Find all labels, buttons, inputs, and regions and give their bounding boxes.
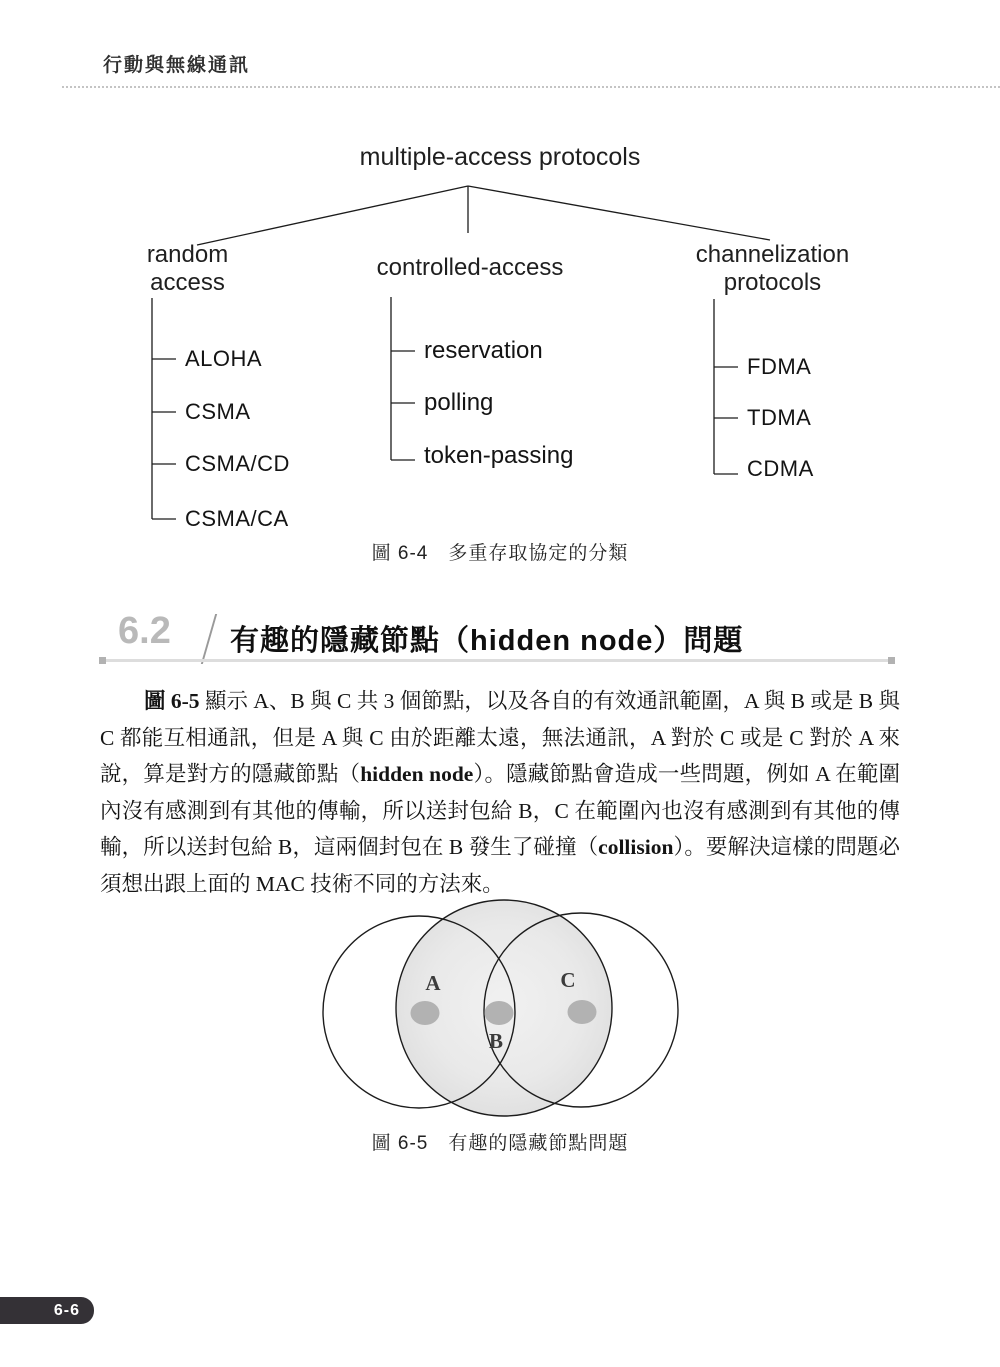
section-underline-left-dot — [99, 657, 106, 664]
paragraph-text: ）。要解決這樣的問題必須想出跟上面的 MAC 技術不同的方法來。 — [100, 835, 900, 896]
tree-item-polling: polling — [424, 389, 494, 416]
tree-root-right-line — [468, 186, 770, 240]
figure-6-4-caption: 圖 6-4 多重存取協定的分類 — [371, 543, 629, 564]
tree-item-csma-cd: CSMA/CD — [185, 451, 290, 476]
section-underline-right-dot — [888, 657, 895, 664]
node-dot-a — [411, 1001, 440, 1025]
figure-6-5-caption: 圖 6-5 有趣的隱藏節點問題 — [371, 1133, 629, 1154]
tree-branch-controlled-access: controlled-access — [376, 254, 564, 281]
tree-root-left-line — [197, 186, 468, 245]
page-number-badge: 6-6 — [0, 1297, 94, 1324]
node-dot-c — [568, 1000, 597, 1024]
node-label-a: A — [425, 971, 441, 995]
paragraph-text: ）。隱藏節點會造成一些問題，例如 A 在範圍內沒有感測到有其他的傳輸，所以送封包給 B，C 在範圍內也沒有感測到有其他的傳輸，所以送封包給 B，這兩個封包在 B 發生了碰撞（ — [100, 762, 901, 859]
figure-6-5-venn-diagram — [300, 893, 700, 1133]
node-label-b: B — [488, 1029, 504, 1053]
tree-mid-branch-lines — [391, 297, 415, 460]
branch-label-line: protocols — [723, 269, 822, 296]
tree-root-label: multiple-access protocols — [359, 143, 641, 171]
tree-item-csma-ca: CSMA/CA — [185, 506, 289, 531]
tree-item-fdma: FDMA — [747, 354, 812, 379]
tree-item-cdma: CDMA — [747, 456, 814, 481]
branch-label-line: access — [150, 269, 225, 296]
section-title: 有趣的隱藏節點（hidden node）問題 — [230, 625, 744, 657]
tree-branch-channelization — [675, 241, 870, 297]
node-label-c: C — [560, 968, 576, 992]
tree-item-csma: CSMA — [185, 399, 251, 424]
paragraph-term-collision: collision — [598, 835, 674, 859]
tree-item-tdma: TDMA — [747, 405, 812, 430]
branch-label-line: random — [146, 241, 229, 268]
paragraph-figure-ref: 圖 6-5 — [144, 689, 200, 713]
running-header-title: 行動與無線通訊 — [103, 55, 251, 76]
branch-label-line: channelization — [695, 241, 850, 268]
section-number: 6.2 — [118, 610, 171, 652]
section-underline — [103, 659, 891, 662]
tree-item-reservation: reservation — [424, 337, 543, 364]
node-dot-b — [485, 1001, 514, 1025]
paragraph-term-hidden-node: hidden node — [360, 762, 474, 786]
tree-item-token-passing: token-passing — [424, 442, 574, 469]
tree-left-branch-lines — [152, 298, 176, 519]
body-paragraph — [100, 683, 900, 902]
tree-branch-random-access — [115, 241, 260, 297]
paragraph-text: 顯示 A、B 與 C 共 3 個節點，以及各自的有效通訊範圍，A 與 B 或是 B 與 C 都能互相通訊，但是 A 與 C 由於距離太遠，無法通訊，A 對於 C 或是 C 對於 A 來說，算是對方的隱藏節點（ — [100, 689, 900, 786]
tree-right-branch-lines — [714, 299, 738, 474]
tree-item-aloha: ALOHA — [185, 346, 263, 371]
